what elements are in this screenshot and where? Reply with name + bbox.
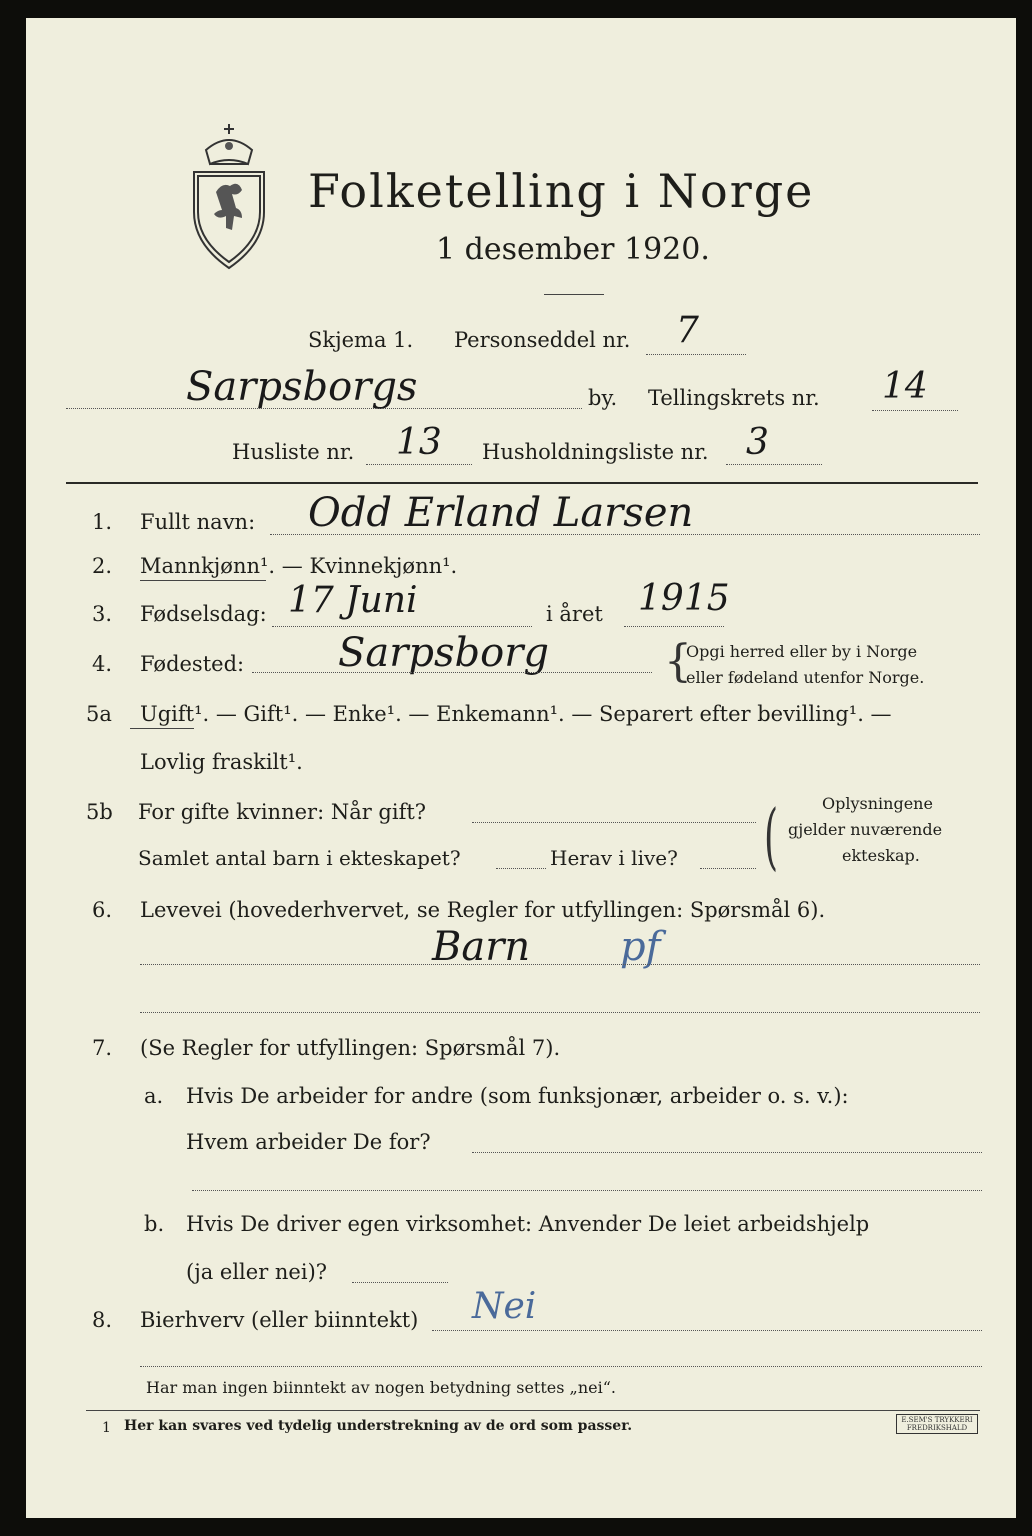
q5b-note-3: ekteskap. [842,846,920,865]
q3-line [272,626,532,627]
q7b-label: Hvis De driver egen virksomhet: Anvender De leiet arbeidshjelp [186,1212,870,1236]
q2-underline [140,580,266,581]
q4-label: Fødested: [140,652,245,676]
q2-label: Mannkjønn¹. — Kvinnekjønn¹. [140,554,458,578]
q4-line [252,672,652,673]
printer-stamp-line-1: E.SEM'S TRYKKERI [901,1416,973,1424]
q8-value: Nei [472,1286,537,1327]
husholdning-label: Husholdningsliste nr. [482,440,709,464]
tellingskrets-line [872,410,958,411]
q5a-label: Ugift¹. — Gift¹. — Enke¹. — Enkemann¹. — Separert efter bevilling¹. — [140,702,892,726]
q3-number: 3. [92,602,113,626]
footer-note: Har man ingen biinntekt av nogen betydning settes „nei“. [146,1378,616,1397]
q5b-note-2: gjelder nuværende [788,820,943,839]
personseddel-value: 7 [676,310,699,351]
q6-value-pencil: pf [620,924,661,970]
q7-label: (Se Regler for utfyllingen: Spørsmål 7). [140,1036,561,1060]
q5a-underline [130,728,194,729]
husliste-value: 13 [396,422,442,463]
printer-stamp [896,1414,978,1434]
coat-of-arms-icon [188,122,270,272]
personseddel-line [646,354,746,355]
by-label: by. [588,386,618,410]
footnote-mark: 1 [102,1420,111,1436]
q6-value: Barn [432,924,531,970]
husholdning-line [726,464,822,465]
q3-value: 17 Juni [288,580,418,621]
q6-line-1 [140,964,980,965]
q3-year-value: 1915 [638,578,730,619]
tellingskrets-value: 14 [882,366,928,407]
q5b-line-1 [472,822,756,823]
q1-line [270,534,980,535]
q5a-number: 5a [86,702,112,726]
q1-number: 1. [92,510,113,534]
printer-stamp-line-2: FREDRIKSHALD [906,1424,968,1432]
personseddel-label: Personseddel nr. [454,328,631,352]
q4-number: 4. [92,652,113,676]
q8-line-2 [140,1366,982,1367]
census-form [26,18,1016,1518]
q1-value: Odd Erland Larsen [308,490,694,536]
q6-number: 6. [92,898,113,922]
q7a-label-2: Hvem arbeider De for? [186,1130,431,1154]
q6-label: Levevei (hovederhvervet, se Regler for utfyllingen: Spørsmål 6). [140,898,826,922]
q5b-brace: ( [764,794,779,878]
husliste-label: Husliste nr. [232,440,355,464]
q4-note-2: eller fødeland utenfor Norge. [686,668,925,687]
city-line [66,408,582,409]
city-value: Sarpsborgs [186,364,418,410]
q5b-label: For gifte kvinner: Når gift? [138,800,427,824]
q8-line-1 [432,1330,982,1331]
q5b-label-3: Herav i live? [550,846,678,870]
q7a-line-1 [472,1152,982,1153]
q7a-letter: a. [144,1084,164,1108]
q7b-label-2: (ja eller nei)? [186,1260,328,1284]
tellingskrets-label: Tellingskrets nr. [648,386,820,410]
census-date: 1 desember 1920. [436,232,710,267]
q5b-note-1: Oplysningene [822,794,933,813]
title-divider [544,294,604,295]
header-rule [66,482,978,484]
q6-line-2 [140,1012,980,1013]
husholdning-value: 3 [746,422,769,463]
q5b-line-2 [496,868,546,869]
q5a-label-2: Lovlig fraskilt¹. [140,750,303,774]
q7a-label: Hvis De arbeider for andre (som funksjonær, arbeider o. s. v.): [186,1084,849,1108]
husliste-line [366,464,472,465]
q7b-line [352,1282,448,1283]
q5b-number: 5b [86,800,113,824]
q7-number: 7. [92,1036,113,1060]
form-title: Folketelling i Norge [308,164,815,218]
q1-label: Fullt navn: [140,510,256,534]
q4-brace: { [664,636,692,687]
schema-label: Skjema 1. [308,328,414,352]
footer-rule [86,1410,980,1411]
q8-label: Bierhverv (eller biinntekt) [140,1308,419,1332]
q5b-line-3 [700,868,756,869]
q2-number: 2. [92,554,113,578]
footnote-text: Her kan svares ved tydelig understrekning av de ord som passer. [124,1418,633,1434]
q3-label: Fødselsdag: [140,602,267,626]
q5b-label-2: Samlet antal barn i ekteskapet? [138,846,461,870]
q4-value: Sarpsborg [338,630,549,676]
q7a-line-2 [192,1190,982,1191]
q4-note-1: Opgi herred eller by i Norge [686,642,918,661]
q7b-letter: b. [144,1212,165,1236]
q8-number: 8. [92,1308,113,1332]
q3-year-line [624,626,724,627]
q3-year-label: i året [546,602,603,626]
